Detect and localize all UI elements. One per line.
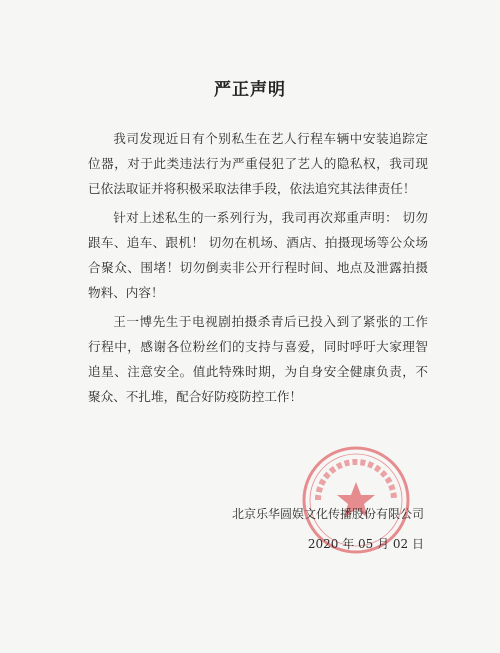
signature-block <box>0 499 424 559</box>
paragraph-1: 我司发现近日有个别私生在艺人行程车辆中安装追踪定位器，对于此类违法行为严重侵犯了艺人的隐私权，我司现已依法取证并将积极采取法律手段，依法追究其法律责任！ <box>88 131 428 196</box>
statement-body <box>88 126 428 413</box>
paragraph-2: 针对上述私生的一系列行为，我司再次郑重声明： 切勿跟车、追车、跟机！ 切勿在机场、酒店、拍摄现场等公众场合聚众、围堵！切勿倒卖非公开行程时间、地点及泄露拍摄物料、内容！ <box>88 210 428 300</box>
statement-title: 严正声明 <box>214 80 286 100</box>
company-name: 北京乐华圆娱文化传播股份有限公司 <box>231 507 424 521</box>
paragraph-3: 王一博先生于电视剧拍摄杀青后已投入到了紧张的工作行程中，感谢各位粉丝们的支持与喜爱，同时呼吁大家理智追星、注意安全。值此特殊时期，为自身安全健康负责，不聚众、不扎堆，配合好防疫防控工作！ <box>88 314 428 404</box>
statement-date: 2020 年 05 月 02 日 <box>307 537 424 551</box>
